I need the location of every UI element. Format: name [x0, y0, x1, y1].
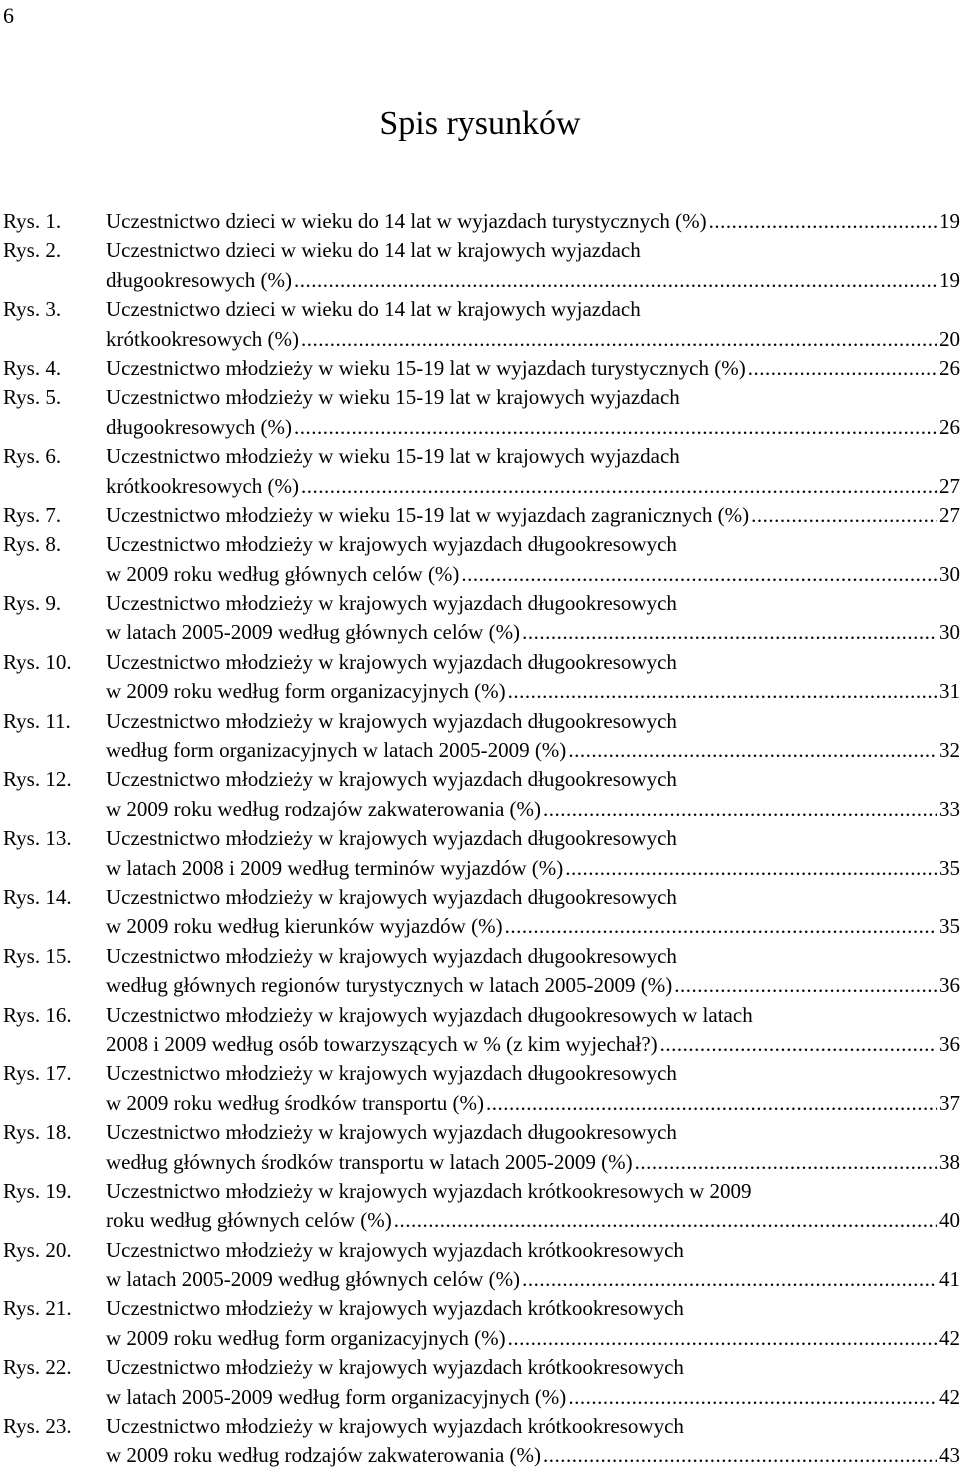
- page-reference[interactable]: 37: [939, 1090, 960, 1115]
- caption-text: w latach 2005-2009 według głównych celów (%): [106, 620, 521, 645]
- figure-number: Rys. 20.: [3, 1237, 72, 1262]
- caption-text: w latach 2005-2009 według form organizacyjnych (%): [106, 1384, 567, 1409]
- dot-leader: [294, 413, 937, 442]
- page-reference[interactable]: 40: [939, 1208, 960, 1233]
- caption-line: Uczestnictwo młodzieży w krajowych wyjazdach krótkookresowych: [106, 1414, 684, 1439]
- figure-number: Rys. 6.: [3, 444, 62, 469]
- figure-caption: [106, 1412, 960, 1471]
- caption-last-line: [106, 1089, 960, 1118]
- figure-caption: [106, 1001, 960, 1060]
- caption-line: Uczestnictwo młodzieży w krajowych wyjazdach długookresowych: [106, 943, 677, 968]
- caption-text: 2008 i 2009 według osób towarzyszących w % (z kim wyjechał?): [106, 1031, 658, 1056]
- figure-caption: [106, 883, 960, 942]
- dot-leader: [709, 207, 937, 236]
- toc-entry[interactable]: [0, 1059, 960, 1118]
- toc-entry[interactable]: [0, 236, 960, 295]
- caption-last-line: [106, 266, 960, 295]
- page-reference[interactable]: 26: [939, 355, 960, 380]
- figure-caption: [106, 530, 960, 589]
- figure-caption: [106, 354, 960, 383]
- toc-entry[interactable]: [0, 1118, 960, 1177]
- caption-last-line: [106, 971, 960, 1000]
- caption-text: w latach 2005-2009 według głównych celów (%): [106, 1267, 521, 1292]
- figure-caption: [106, 589, 960, 648]
- figure-caption: [106, 824, 960, 883]
- figure-caption: [106, 1118, 960, 1177]
- page-reference[interactable]: 35: [939, 914, 960, 939]
- toc-entry[interactable]: [0, 383, 960, 442]
- caption-text: według głównych środków transportu w latach 2005-2009 (%): [106, 1149, 633, 1174]
- caption-last-line: [106, 413, 960, 442]
- caption-last-line: [106, 1030, 960, 1059]
- toc-entry[interactable]: [0, 707, 960, 766]
- figure-number: Rys. 21.: [3, 1296, 72, 1321]
- caption-line: Uczestnictwo młodzieży w krajowych wyjazdach krótkookresowych: [106, 1237, 684, 1262]
- figure-number: Rys. 3.: [3, 297, 62, 322]
- figure-number: Rys. 1.: [3, 209, 62, 233]
- dot-leader: [543, 795, 937, 824]
- page-reference[interactable]: 20: [939, 326, 960, 351]
- figure-number: Rys. 7.: [3, 502, 62, 527]
- page-reference[interactable]: 27: [939, 502, 960, 527]
- figure-number: Rys. 22.: [3, 1355, 72, 1380]
- caption-line: Uczestnictwo młodzieży w krajowych wyjazdach długookresowych: [106, 708, 677, 733]
- figure-caption: [106, 383, 960, 442]
- caption-text: Uczestnictwo dzieci w wieku do 14 lat w wyjazdach turystycznych (%): [106, 209, 707, 233]
- toc-entry[interactable]: [0, 1177, 960, 1236]
- caption-last-line: [106, 354, 960, 383]
- page-reference[interactable]: 43: [939, 1443, 960, 1468]
- figure-list: [0, 207, 960, 1471]
- dot-leader: [565, 854, 937, 883]
- toc-entry[interactable]: [0, 765, 960, 824]
- dot-leader: [301, 472, 937, 501]
- toc-entry[interactable]: [0, 501, 960, 530]
- caption-last-line: [106, 854, 960, 883]
- caption-last-line: [106, 560, 960, 589]
- page-title: Spis rysunków: [379, 105, 581, 142]
- figure-number: Rys. 14.: [3, 884, 72, 909]
- caption-last-line: [106, 1383, 960, 1412]
- page-reference[interactable]: 30: [939, 561, 960, 586]
- dot-leader: [751, 501, 937, 530]
- toc-entry[interactable]: [0, 207, 960, 236]
- figure-number: Rys. 12.: [3, 767, 72, 792]
- toc-entry[interactable]: [0, 942, 960, 1001]
- page-reference[interactable]: 42: [939, 1384, 960, 1409]
- caption-line: Uczestnictwo młodzieży w krajowych wyjazdach krótkookresowych: [106, 1355, 684, 1380]
- caption-last-line: [106, 912, 960, 941]
- page-number: 6: [3, 3, 14, 28]
- toc-entry[interactable]: [0, 1412, 960, 1471]
- figure-caption: [106, 501, 960, 530]
- dot-leader: [674, 971, 937, 1000]
- figure-caption: [106, 707, 960, 766]
- figure-number: Rys. 16.: [3, 1002, 72, 1027]
- page-reference[interactable]: 36: [939, 973, 960, 998]
- dot-leader: [522, 1265, 937, 1294]
- toc-entry[interactable]: [0, 1001, 960, 1060]
- caption-text: według form organizacyjnych w latach 2005-2009 (%): [106, 738, 567, 763]
- caption-text: Uczestnictwo młodzieży w wieku 15-19 lat w wyjazdach turystycznych (%): [106, 355, 746, 380]
- caption-text: roku według głównych celów (%): [106, 1208, 392, 1233]
- page-reference[interactable]: 33: [939, 796, 960, 821]
- caption-last-line: [106, 1206, 960, 1235]
- figure-caption: [106, 765, 960, 824]
- figure-caption: [106, 1353, 960, 1412]
- caption-last-line: [106, 677, 960, 706]
- caption-line: Uczestnictwo młodzieży w krajowych wyjazdach długookresowych: [106, 649, 677, 674]
- caption-line: Uczestnictwo młodzieży w krajowych wyjazdach długookresowych w latach: [106, 1002, 753, 1027]
- dot-leader: [568, 736, 937, 765]
- caption-text: długookresowych (%): [106, 267, 293, 292]
- caption-last-line: [106, 1265, 960, 1294]
- caption-text: długookresowych (%): [106, 414, 293, 439]
- dot-leader: [461, 560, 937, 589]
- figure-caption: [106, 942, 960, 1001]
- toc-entry[interactable]: [0, 530, 960, 589]
- figure-caption: [106, 236, 960, 295]
- figure-caption: [106, 295, 960, 354]
- caption-last-line: [106, 736, 960, 765]
- figure-number: Rys. 4.: [3, 355, 62, 380]
- caption-text: krótkookresowych (%): [106, 473, 300, 498]
- page-reference[interactable]: 32: [939, 738, 960, 763]
- caption-text: w 2009 roku według środków transportu (%): [106, 1090, 484, 1115]
- figure-number: Rys. 13.: [3, 826, 72, 851]
- caption-line: Uczestnictwo młodzieży w wieku 15-19 lat w krajowych wyjazdach: [106, 444, 680, 469]
- caption-last-line: [106, 1441, 960, 1470]
- caption-last-line: [106, 1324, 960, 1353]
- caption-last-line: [106, 618, 960, 647]
- dot-leader: [394, 1206, 937, 1235]
- caption-text: w 2009 roku według głównych celów (%): [106, 561, 460, 586]
- dot-leader: [508, 1324, 937, 1353]
- toc-entry[interactable]: [0, 648, 960, 707]
- caption-text: w 2009 roku według rodzajów zakwaterowania (%): [106, 1443, 542, 1468]
- dot-leader: [543, 1441, 937, 1470]
- page-reference[interactable]: 30: [939, 620, 960, 645]
- caption-line: Uczestnictwo młodzieży w wieku 15-19 lat w krajowych wyjazdach: [106, 385, 680, 410]
- caption-text: w 2009 roku według form organizacyjnych (%): [106, 1325, 506, 1350]
- caption-line: Uczestnictwo młodzieży w krajowych wyjazdach długookresowych: [106, 767, 677, 792]
- caption-last-line: [106, 325, 960, 354]
- toc-entry[interactable]: [0, 442, 960, 501]
- dot-leader: [486, 1089, 937, 1118]
- caption-line: Uczestnictwo młodzieży w krajowych wyjazdach długookresowych: [106, 884, 677, 909]
- caption-text: Uczestnictwo młodzieży w wieku 15-19 lat w wyjazdach zagranicznych (%): [106, 502, 750, 527]
- caption-last-line: [106, 1148, 960, 1177]
- caption-line: Uczestnictwo młodzieży w krajowych wyjazdach krótkookresowych w 2009: [106, 1178, 752, 1203]
- caption-line: Uczestnictwo młodzieży w krajowych wyjazdach długookresowych: [106, 1120, 677, 1145]
- page-reference[interactable]: 26: [939, 414, 960, 439]
- dot-leader: [568, 1383, 937, 1412]
- caption-text: w 2009 roku według kierunków wyjazdów (%): [106, 914, 503, 939]
- figure-number: Rys. 18.: [3, 1120, 72, 1145]
- page-reference[interactable]: 38: [939, 1149, 960, 1174]
- figure-number: Rys. 2.: [3, 238, 62, 263]
- toc-entry[interactable]: [0, 1294, 960, 1353]
- figure-caption: [106, 207, 960, 236]
- caption-last-line: [106, 501, 960, 530]
- dot-leader: [522, 618, 937, 647]
- figure-number: Rys. 8.: [3, 532, 62, 557]
- toc-entry[interactable]: [0, 824, 960, 883]
- caption-line: Uczestnictwo dzieci w wieku do 14 lat w krajowych wyjazdach: [106, 238, 641, 263]
- dot-leader: [748, 354, 937, 383]
- figure-caption: [106, 1177, 960, 1236]
- figure-caption: [106, 648, 960, 707]
- figure-number: Rys. 23.: [3, 1414, 72, 1439]
- caption-line: Uczestnictwo młodzieży w krajowych wyjazdach długookresowych: [106, 591, 677, 616]
- caption-text: w 2009 roku według form organizacyjnych (%): [106, 679, 506, 704]
- figure-number: Rys. 15.: [3, 943, 72, 968]
- figure-number: Rys. 19.: [3, 1178, 72, 1203]
- figure-number: Rys. 11.: [3, 708, 71, 733]
- page-reference[interactable]: 27: [939, 473, 960, 498]
- caption-last-line: [106, 795, 960, 824]
- figure-caption: [106, 1236, 960, 1295]
- dot-leader: [635, 1148, 937, 1177]
- caption-text: krótkookresowych (%): [106, 326, 300, 351]
- caption-text: według głównych regionów turystycznych w latach 2005-2009 (%): [106, 973, 673, 998]
- figure-caption: [106, 1059, 960, 1118]
- dot-leader: [505, 912, 937, 941]
- page-reference[interactable]: 19: [939, 209, 960, 233]
- toc-entry[interactable]: [0, 1236, 960, 1295]
- figure-caption: [106, 442, 960, 501]
- page-reference[interactable]: 41: [939, 1267, 960, 1292]
- dot-leader: [508, 677, 937, 706]
- page-reference[interactable]: 42: [939, 1325, 960, 1350]
- caption-line: Uczestnictwo młodzieży w krajowych wyjazdach długookresowych: [106, 532, 677, 557]
- caption-last-line: [106, 207, 960, 236]
- caption-line: Uczestnictwo młodzieży w krajowych wyjazdach krótkookresowych: [106, 1296, 684, 1321]
- figure-number: Rys. 10.: [3, 649, 72, 674]
- caption-last-line: [106, 472, 960, 501]
- caption-line: Uczestnictwo młodzieży w krajowych wyjazdach długookresowych: [106, 1061, 677, 1086]
- caption-text: w 2009 roku według rodzajów zakwaterowania (%): [106, 796, 542, 821]
- page-reference[interactable]: 36: [939, 1031, 960, 1056]
- page-reference[interactable]: 35: [939, 855, 960, 880]
- toc-entry[interactable]: [0, 295, 960, 354]
- toc-entry[interactable]: [0, 354, 960, 383]
- figure-number: Rys. 5.: [3, 385, 62, 410]
- toc-entry[interactable]: [0, 1353, 960, 1412]
- dot-leader: [294, 266, 937, 295]
- caption-text: w latach 2008 i 2009 według terminów wyjazdów (%): [106, 855, 564, 880]
- page-reference[interactable]: 19: [939, 267, 960, 292]
- dot-leader: [301, 325, 937, 354]
- figure-number: Rys. 9.: [3, 591, 62, 616]
- caption-line: Uczestnictwo młodzieży w krajowych wyjazdach długookresowych: [106, 826, 677, 851]
- caption-line: Uczestnictwo dzieci w wieku do 14 lat w krajowych wyjazdach: [106, 297, 641, 322]
- figure-caption: [106, 1294, 960, 1353]
- page-reference[interactable]: 31: [939, 679, 960, 704]
- figure-number: Rys. 17.: [3, 1061, 72, 1086]
- dot-leader: [660, 1030, 937, 1059]
- toc-entry[interactable]: [0, 883, 960, 942]
- toc-entry[interactable]: [0, 589, 960, 648]
